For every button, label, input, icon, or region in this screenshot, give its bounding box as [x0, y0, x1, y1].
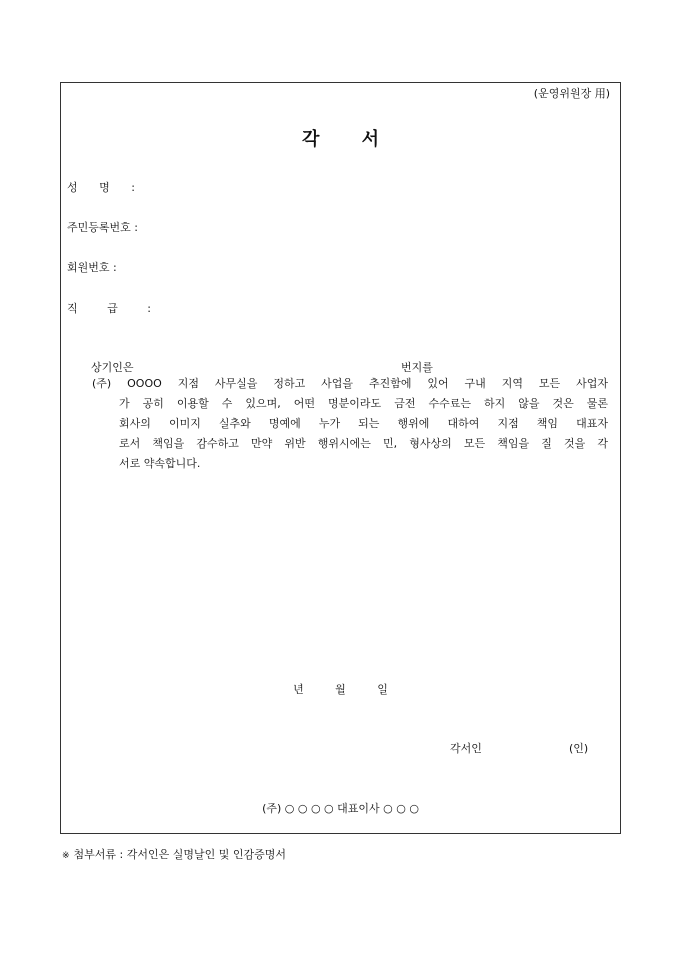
pledge-line: 회사의 이미지 실추와 명예에 누가 되는 행위에 대하여 지점 책임 대표자 — [119, 417, 608, 430]
reference-mark-icon: ※ — [62, 851, 70, 861]
company-representative-line: (주) ○ ○ ○ ○ 대표이사 ○ ○ ○ — [262, 802, 419, 815]
body-opening-right: 번지를 — [401, 361, 433, 374]
pledge-paragraph — [92, 374, 608, 474]
attachment-footnote — [62, 846, 286, 862]
seal-label: (인) — [569, 742, 589, 755]
document-frame — [60, 82, 621, 834]
position-field-label — [67, 300, 151, 316]
resident-number-field-label: 주민등록번호 : — [67, 221, 138, 234]
document-title: 각 서 — [301, 129, 380, 150]
position-colon: : — [147, 302, 151, 315]
body-opening-left: 상기인은 — [91, 361, 134, 374]
name-label-text: 성 명 — [67, 181, 110, 194]
pledge-line: 서로 약속합니다. — [119, 457, 201, 470]
member-number-field-label: 회원번호 : — [67, 261, 117, 274]
signer-label: 각서인 — [450, 742, 482, 755]
pledge-line: 가 공히 이용할 수 있으며, 어떤 명분이라도 금전 수수료는 하지 않을 것은 물론 — [119, 397, 608, 410]
pledge-line: (주) OOOO 지점 사무실을 정하고 사업을 추진함에 있어 구내 지역 모든 사업자 — [92, 377, 608, 390]
name-field-label — [67, 179, 135, 195]
date-line: 년 월 일 — [293, 683, 388, 696]
footnote-text: 첨부서류 : 각서인은 실명날인 및 인감증명서 — [73, 848, 287, 861]
position-label-text: 직 급 — [67, 302, 118, 315]
pledge-line: 로서 책임을 감수하고 만약 위반 행위시에는 민, 형사상의 모든 책임을 질 것을 각 — [119, 437, 608, 450]
name-colon: : — [131, 181, 135, 194]
usage-note: (운영위원장 用) — [533, 87, 610, 100]
